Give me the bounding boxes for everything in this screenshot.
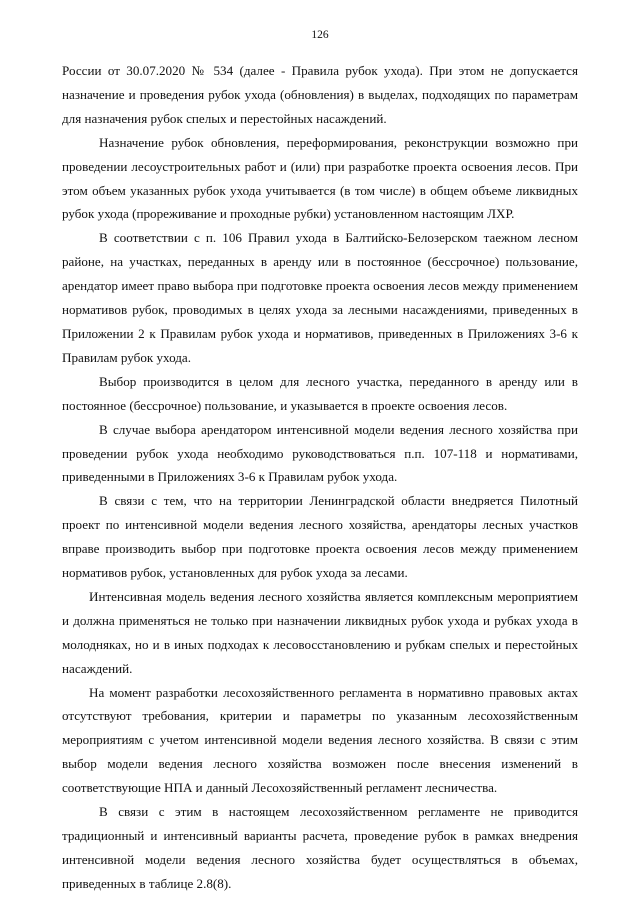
paragraph-rules-reference: России от 30.07.2020 № 534 (далее - Правила рубок ухода). При этом не допускается назначение и проведения рубок ухода (обновления) в выделах, подходящих по параметрам для назначения рубок спелых и перестойных насаждений.: [62, 63, 578, 126]
paragraph-intensive-model: Интенсивная модель ведения лесного хозяйства является комплексным мероприятием и должна применяться не только при назначении ликвидных рубок ухода и рубках ухода в молодняках, но и в иных подходах к лесовосстановлению и рубкам спелых и перестойных насаждений.: [62, 588, 578, 676]
paragraph-pilot-project: В связи с тем, что на территории Ленинградской области внедряется Пилотный проект по интенсивной модели ведения лесного хозяйства, арендаторы лесных участков вправе производить выбор при подготовке проекта освоения лесов между применением нормативов рубок, установленных для рубок ухода за лесами.: [62, 493, 578, 581]
paragraph-intensive-choice: В случае выбора арендатором интенсивной модели ведения лесного хозяйства при проведении рубок ухода необходимо руководствоваться п.п. 107-118 и нормативами, приведенными в Приложениях 3-6 к Правилам рубок ухода.: [62, 421, 578, 485]
paragraph-renewal-cuttings: Назначение рубок обновления, переформирования, реконструкции возможно при проведении лесоустроительных работ и (или) при разработке проекта освоения лесов. При этом объем указанных рубок ухода учитывается (в том числе) в общем объеме ликвидных рубок ухода (прореживание и проходные рубки) установленном настоящим ЛХР.: [62, 134, 578, 222]
document-body: [62, 59, 578, 896]
paragraph-calculation-note: В связи с этим в настоящем лесохозяйственном регламенте не приводится традиционный и интенсивный варианты расчета, проведение рубок в рамках внедрения интенсивной модели ведения лесного хозяйства будет осуществляться в объемах, приведенных в таблице 2.8(8).: [62, 804, 578, 891]
page-number: 126: [311, 29, 329, 41]
paragraph-regulatory-gap: На момент разработки лесохозяйственного регламента в нормативно правовых актах отсутствуют требования, критерии и параметры по указанным лесохозяйственным мероприятиям с учетом интенсивной модели ведения лесного хозяйства. В связи с этим выбор модели ведения лесного хозяйства возможен после внесения изменений в соответствующие НПА и данный Лесохозяйственный регламент лесничества.: [62, 684, 578, 796]
paragraph-rule-106: В соответствии с п. 106 Правил ухода в Балтийско-Белозерском таежном лесном районе, на участках, переданных в аренду или в постоянное (бессрочное) пользование, арендатор имеет право выбора при подготовке проекта освоения лесов между применением нормативов рубок, проводимых в целях ухода за лесными насаждениями, приведенных в Приложении 2 к Правилам рубок ухода и нормативов, приведенных в Приложениях 3-6 к Правилам рубок ухода.: [62, 230, 578, 365]
paragraph-choice-scope: Выбор производится в целом для лесного участка, переданного в аренду или в постоянное (бессрочное) пользование, и указывается в проекте освоения лесов.: [62, 373, 578, 413]
